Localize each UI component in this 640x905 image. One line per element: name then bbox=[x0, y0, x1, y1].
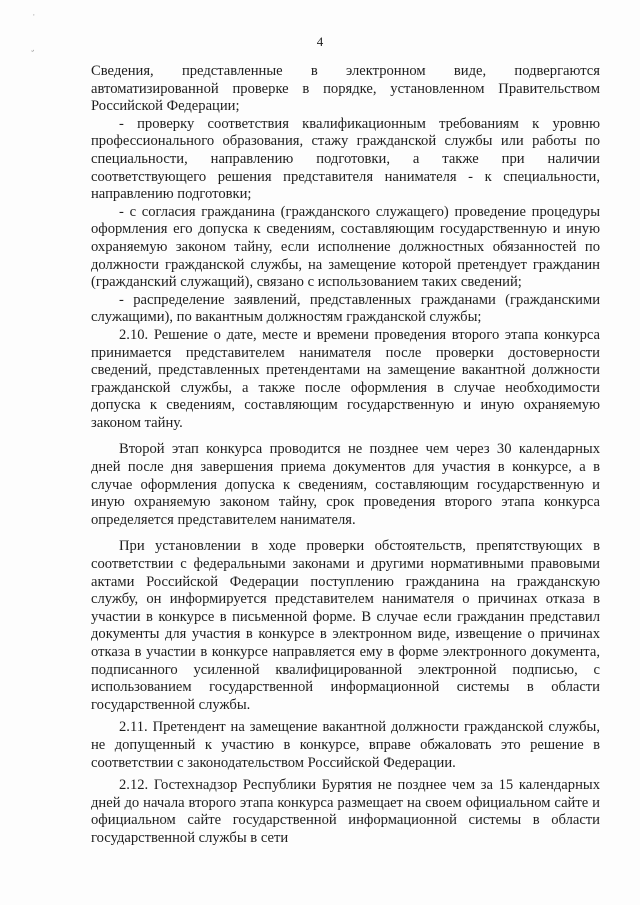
paragraph-section-2-12: 2.12. Гостехнадзор Республики Бурятия не позднее чем за 15 календарных дней до начала второго этапа конкурса размещает на своем официальном сайте и официальном сайте государственной информационной системы в области государственной службы в сети bbox=[91, 777, 600, 846]
paragraph-section-2-11: 2.11. Претендент на замещение вакантной должности гражданской службы, не допущенный к участию в конкурсе, вправе обжаловать это решение в соответствии с законодательством Российской Федерации. bbox=[91, 719, 600, 771]
scan-artifact-mark: ˙ bbox=[28, 13, 37, 25]
scan-artifact-mark: ˘ bbox=[30, 49, 39, 61]
paragraph-section-2-10: 2.10. Решение о дате, месте и времени проведения второго этапа конкурса принимается представителем нанимателя после проверки достоверности сведений, представленных претендентами на замещение вакантной должности гражданской службы, а также после оформления в случае необходимости допуска к сведениям, составляющим государственную и иную охраняемую законом тайну. bbox=[91, 326, 600, 431]
paragraph-application-distribution: - распределение заявлений, представленных гражданами (гражданскими служащими), по вакантным должностям гражданской службы; bbox=[91, 291, 600, 326]
paragraph-security-clearance: - с согласия гражданина (гражданского служащего) проведение процедуры оформления его допуска к сведениям, составляющим государственную и иную охраняемую законом тайну, если исполнение должностных обязанностей по должности гражданской службы, на замещение которой претендует гражданин (гражданский служащий), связано с использованием таких сведений; bbox=[91, 203, 600, 291]
paragraph-second-stage-deadline: Второй этап конкурса проводится не позднее чем через 30 календарных дней после дня завершения приема документов для участия в конкурсе, а в случае оформления допуска к сведениям, составляющим государственную и иную охраняемую законом тайну, срок проведения второго этапа конкурса определяется представителем нанимателя. bbox=[91, 441, 600, 528]
paragraph-qualification-check: - проверку соответствия квалификационным требованиям к уровню профессионального образования, стажу гражданской службы или работы по специальности, направлению подготовки, а также при наличии соответствующего решения представителя нанимателя - к специальности, направлению подготовки; bbox=[91, 115, 600, 203]
paragraph-electronic-verification: Сведения, представленные в электронном виде, подвергаются автоматизированной проверке в порядке, установленном Правительством Российской Федерации; bbox=[91, 63, 600, 115]
page-number: 4 bbox=[316, 34, 324, 49]
document-body bbox=[91, 63, 600, 848]
paragraph-refusal-notice: При установлении в ходе проверки обстоятельств, препятствующих в соответствии с федеральными законами и другими нормативными правовыми актами Российской Федерации поступлению гражданина на гражданскую службу, он информируется представителем нанимателя о причинах отказа в участии в конкурсе в письменной форме. В случае если гражданин представил документы для участия в конкурсе в электронном виде, извещение о причинах отказа в участии в конкурсе направляется ему в форме электронного документа, подписанного усиленной квалифицированной электронной подписью, с использованием государственной информационной системы в области государственной службы. bbox=[91, 538, 600, 713]
